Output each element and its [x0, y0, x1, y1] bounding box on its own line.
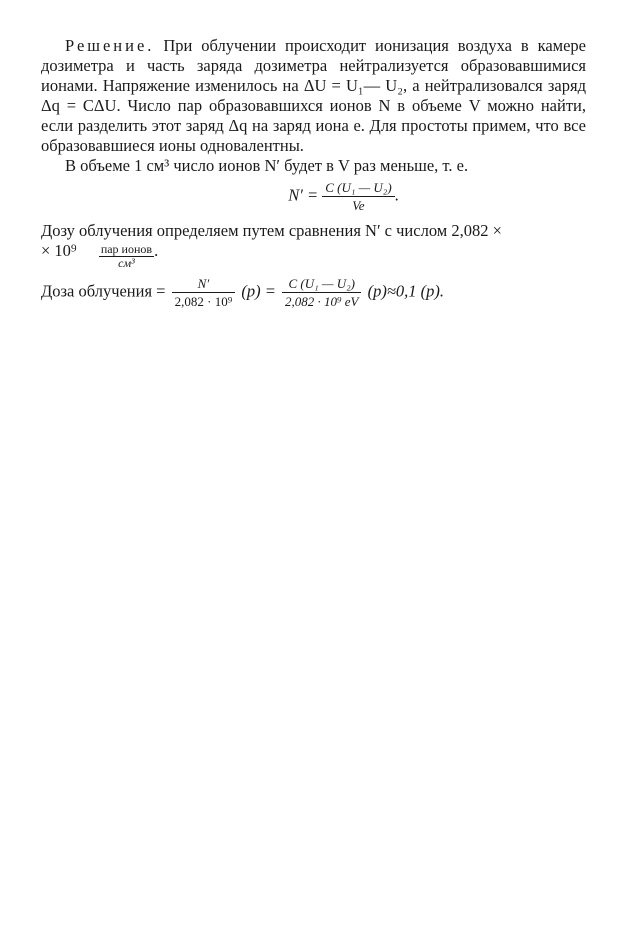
- units-tail: .: [154, 241, 159, 260]
- document-page: [41, 36, 586, 309]
- dose-fraction-2-den: 2,082 · 10⁹ eV: [285, 294, 359, 309]
- formula-fraction: [322, 180, 394, 213]
- units-fraction: [99, 243, 154, 270]
- formula-n-prime: [101, 180, 586, 213]
- fraction-denominator: Ve: [352, 198, 365, 213]
- dose-text: Дозу облучения определяем путем сравнения N′ с числом 2,082 ×: [41, 221, 502, 240]
- formula-tail: .: [394, 185, 399, 205]
- dose-fraction-1: [172, 276, 236, 309]
- dose-fraction-1-num: N′: [172, 276, 236, 293]
- dose-formula-mid: (р) =: [241, 281, 276, 301]
- solution-text: При облучении происходит ионизация воздуха в камере дозиметра и часть заряда дозиметра нейтрализуется образовавшимися ионами. Напряжение изменилось на ΔU = U₁— U₂, а нейтрализовался заряд Δq = CΔU. Число пар образовавшихся ионов N в объеме V можно найти, если разделить этот заряд Δq на заряд иона e. Для простоты примем, что все образовавшиеся ионы одновалентны.: [41, 36, 586, 155]
- dose-formula: [41, 276, 586, 309]
- dose-paragraph: [41, 221, 586, 270]
- formula-lhs: N′ =: [288, 185, 319, 205]
- dose-second-line: [41, 241, 586, 270]
- units-numerator: пар ионов: [100, 242, 153, 256]
- volume-paragraph: В объеме 1 см³ число ионов N′ будет в V раз меньше, т. е.: [65, 156, 469, 175]
- dose-formula-tail: (р)≈0,1 (р).: [367, 281, 445, 301]
- dose-formula-lhs: Доза облучения =: [41, 281, 166, 301]
- solution-paragraph: [41, 36, 586, 156]
- dose-fraction-2-num: C (U₁ — U₂): [282, 276, 361, 293]
- fraction-numerator: C (U₁ — U₂): [322, 180, 394, 197]
- dose-power: × 10⁹: [41, 241, 77, 260]
- dose-fraction-2: [282, 276, 361, 309]
- solution-heading: Решение.: [65, 36, 155, 55]
- dose-fraction-1-den: 2,082 · 10⁹: [174, 294, 233, 309]
- units-denominator: см³: [118, 256, 135, 270]
